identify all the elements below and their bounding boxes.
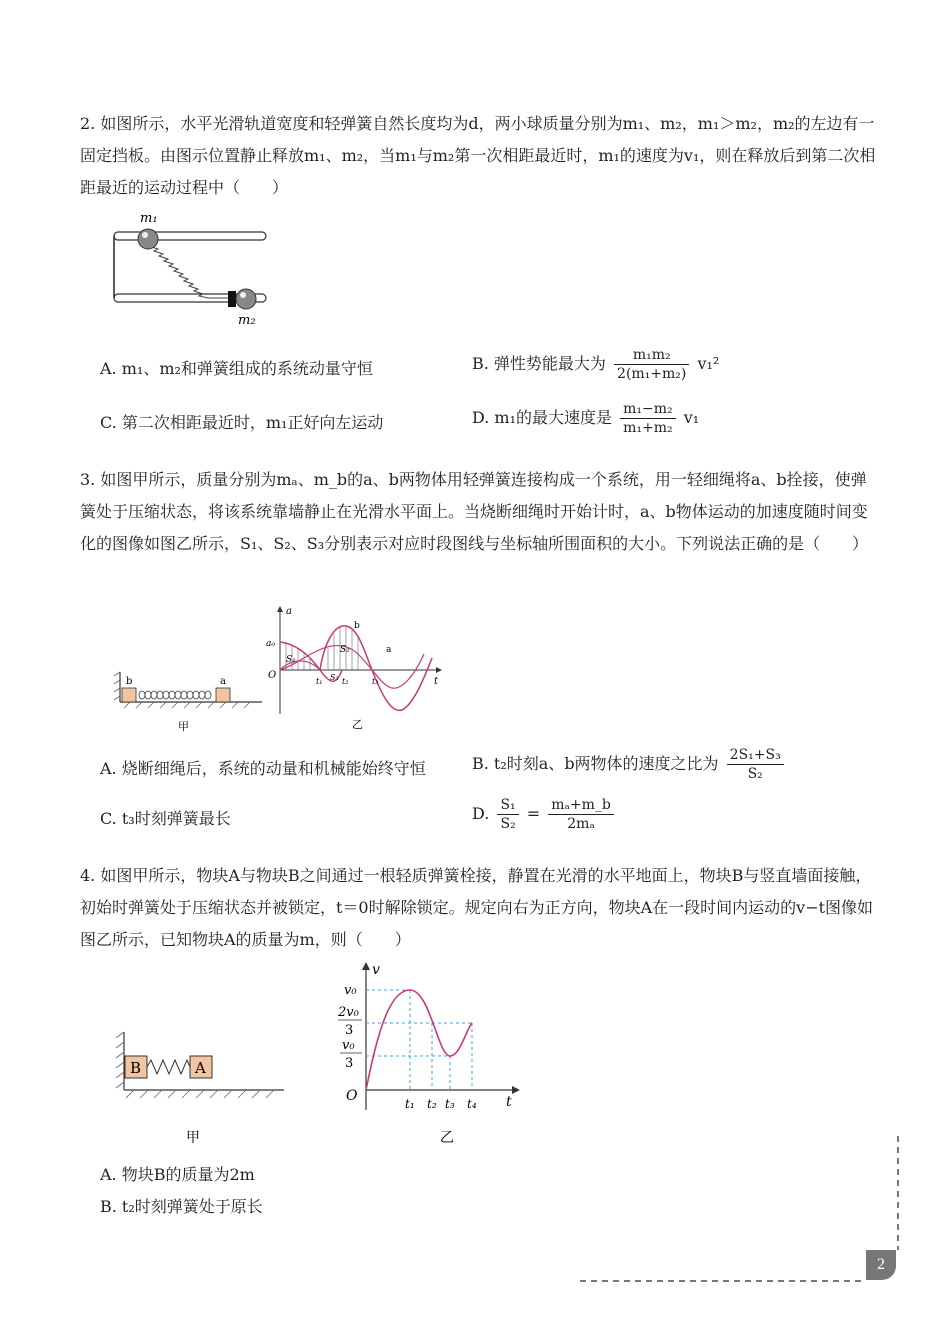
svg-text:t₃: t₃ xyxy=(445,1097,455,1111)
svg-text:t₄: t₄ xyxy=(467,1097,477,1111)
q2-option-c: C. 第二次相距最近时，m₁正好向左运动 xyxy=(100,413,384,432)
svg-text:乙: 乙 xyxy=(440,1130,454,1146)
svg-text:a: a xyxy=(286,606,292,617)
q4-figure-left xyxy=(112,1024,292,1154)
ball-m1 xyxy=(138,229,158,249)
q2-stem: 2. 如图所示，水平光滑轨道宽度和轻弹簧自然长度均为d，两小球质量分别为m₁、m₂，m₁＞m₂，m₂的左边有一固定挡板。由图示位置静止释放m₁、m₂，当m₁与m₂第一次相距最近时，m₁的速度为v₁，则在释放后到第二次相距最近的运动过程中（ ） xyxy=(80,114,876,197)
q2-option-b: B. 弹性势能最大为 $\frac{\text{m₁m₂}}{\text{2(m₁+m₂)}}$ v₁² xyxy=(472,347,720,382)
q3-option-d: D. $\frac{\text{S₁}}{\text{S₂}}$ = $\frac{\text{mₐ+m\_b}}{\text{2mₐ}}$ xyxy=(472,796,617,833)
svg-text:3: 3 xyxy=(345,1056,354,1071)
q3-option-b: B. t₂时刻a、b两物体的速度之比为 $\frac{\text{2S₁+S₃}}{\text{S₂}}$ xyxy=(472,746,787,783)
page-number: 2 xyxy=(866,1250,896,1280)
q4-stem: 4. 如图甲所示，物块A与物块B之间通过一根轻质弹簧栓接，静置在光滑的水平地面上，物块B与竖直墙面接触，初始时弹簧处于压缩状态并被锁定，t＝0时解除锁定。规定向右为正方向，物块A在一段时间内运动的v−t图像如图乙所示，已知物块A的质量为m，则（ ） xyxy=(80,866,874,949)
svg-text:a: a xyxy=(386,645,392,655)
svg-text:t₁: t₁ xyxy=(405,1097,415,1111)
q2-option-d: D. m₁的最大速度是 $\frac{\text{m₁−m₂}}{\text{m₁+m₂}}$ v₁ xyxy=(472,401,700,436)
q3-option-c: C. t₃时刻弹簧最长 xyxy=(100,809,231,828)
svg-text:S₁: S₁ xyxy=(286,655,296,665)
svg-text:t₁: t₁ xyxy=(316,677,323,686)
svg-text:t₃: t₃ xyxy=(372,677,379,686)
svg-text:乙: 乙 xyxy=(352,718,363,731)
svg-text:2v₀: 2v₀ xyxy=(338,1005,359,1020)
page-border-dashes xyxy=(576,1130,906,1290)
q2-option-a: A. m₁、m₂和弹簧组成的系统动量守恒 xyxy=(100,359,373,378)
svg-text:v₀: v₀ xyxy=(342,1038,355,1053)
q2-figure xyxy=(108,208,278,333)
q3-figure-left xyxy=(112,660,272,740)
svg-text:b: b xyxy=(126,676,133,687)
svg-text:S₃: S₃ xyxy=(330,673,339,682)
svg-text:a₀: a₀ xyxy=(266,639,275,649)
svg-text:S₂: S₂ xyxy=(340,645,350,655)
svg-text:O: O xyxy=(346,1088,358,1104)
svg-text:v: v xyxy=(372,962,380,978)
block-b: B xyxy=(130,1059,142,1077)
label-m2: m₂ xyxy=(238,313,256,328)
ball-m2 xyxy=(236,289,256,309)
svg-text:v₀: v₀ xyxy=(344,983,357,998)
svg-text:t₂: t₂ xyxy=(342,677,349,686)
svg-text:b: b xyxy=(354,621,360,631)
q4-option-a: A. 物块B的质量为2m xyxy=(100,1165,255,1184)
q3-figure-right xyxy=(262,604,448,734)
svg-text:O: O xyxy=(268,670,277,681)
q3-option-a: A. 烧断细绳后，系统的动量和机械能始终守恒 xyxy=(100,759,426,778)
q4-figure-right xyxy=(330,960,530,1150)
svg-text:甲: 甲 xyxy=(178,720,189,733)
q3-stem: 3. 如图甲所示，质量分别为mₐ、m_b的a、b两物体用轻弹簧连接构成一个系统，用一轻细绳将a、b拴接，使弹簧处于压缩状态，将该系统靠墙静止在光滑水平面上。当烧断细绳时开始计时，a、b物体运动的加速度随时间变化的图像如图乙所示，S₁、S₂、S₃分别表示对应时段图线与坐标轴所围面积的大小。下列说法正确的是（ ） xyxy=(80,470,869,553)
svg-text:3: 3 xyxy=(345,1023,354,1038)
q4-option-b: B. t₂时刻弹簧处于原长 xyxy=(100,1197,263,1216)
svg-text:甲: 甲 xyxy=(186,1130,200,1146)
svg-text:t: t xyxy=(506,1094,512,1110)
block-a: A xyxy=(195,1059,206,1077)
label-m1: m₁ xyxy=(140,211,158,226)
svg-text:t: t xyxy=(434,676,439,687)
svg-text:t₂: t₂ xyxy=(427,1097,437,1111)
svg-text:a: a xyxy=(220,676,226,687)
